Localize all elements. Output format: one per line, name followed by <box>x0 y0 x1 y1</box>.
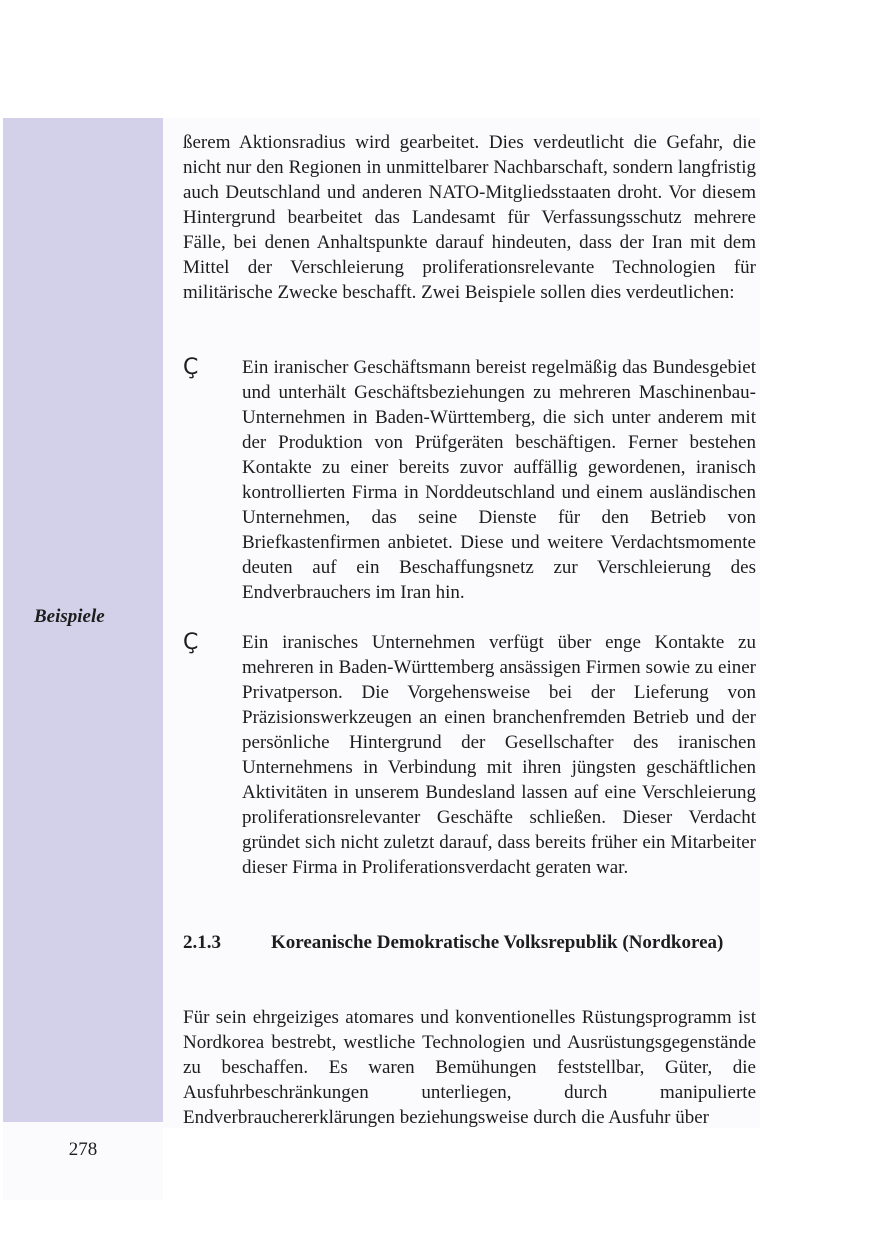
bullet-icon: Ç <box>183 630 199 655</box>
page-number: 278 <box>68 1139 98 1160</box>
list-item-text: Ein iranisches Unternehmen verfügt über enge Kontakte zu mehreren in Baden-Württemberg ansässigen Firmen sowie zu einer Privatperson. Die Vorgehensweise bei der Lieferung von Präzisionswerkzeugen an einen branchenfremden Betrieb und der persönliche Hintergrund der Gesellschafter des iranischen Unternehmens in Verbindung mit ihren jüngsten geschäftlichen Aktivitäten in unserem Bundesland lassen auf eine Verschleierung proliferationsrelevanter Geschäfte schließen. Dieser Verdacht gründet sich nicht zuletzt darauf, dass bereits früher ein Mitarbeiter dieser Firma in Proliferationsverdacht geraten war. <box>242 632 756 878</box>
margin-note-beispiele: Beispiele <box>34 606 105 627</box>
section-title: Koreanische Demokratische Volksrepublik (Nordkorea) <box>271 932 724 953</box>
main-text-column <box>163 118 760 1128</box>
bullet-icon: Ç <box>183 355 199 380</box>
korea-paragraph: Für sein ehrgeiziges atomares und konventionelles Rüstungsprogramm ist Nordkorea bestrebt, westliche Technologien und Ausrüstungsgegenstände zu beschaffen. Es waren Bemühungen feststellbar, Güter, die Ausfuhrbeschränkungen unterliegen, durch manipulierte Endverbrauchererklärungen beziehungsweise durch die Ausfuhr über <box>183 1007 756 1128</box>
intro-paragraph: ßerem Aktionsradius wird gearbeitet. Dies verdeutlicht die Gefahr, die nicht nur den Regionen in unmittelbarer Nachbarschaft, sondern langfristig auch Deutschland und anderen NATO-Mitgliedsstaaten droht. Vor diesem Hintergrund bearbeitet das Landesamt für Verfassungsschutz mehrere Fälle, bei denen Anhaltspunkte darauf hindeuten, dass der Iran mit dem Mittel der Verschleierung proliferationsrelevante Technologien für militärische Zwecke beschafft. Zwei Beispiele sollen dies verdeutlichen: <box>183 132 756 303</box>
list-item-text: Ein iranischer Geschäftsmann bereist regelmäßig das Bundesgebiet und unterhält Geschäftsbeziehungen zu mehreren Maschinenbau-Unternehmen in Baden-Württemberg, die sich unter anderem mit der Produktion von Prüfgeräten beschäftigen. Ferner bestehen Kontakte zu einer bereits zuvor auffällig gewordenen, iranisch kontrollierten Firma in Norddeutschland und einem ausländischen Unternehmen, das seine Dienste für den Betrieb von Briefkastenfirmen anbietet. Diese und weitere Verdachtsmomente deuten auf ein Beschaffungsnetz zur Verschleierung des Endverbrauchers im Iran hin. <box>242 357 756 603</box>
section-number: 2.1.3 <box>183 932 221 953</box>
